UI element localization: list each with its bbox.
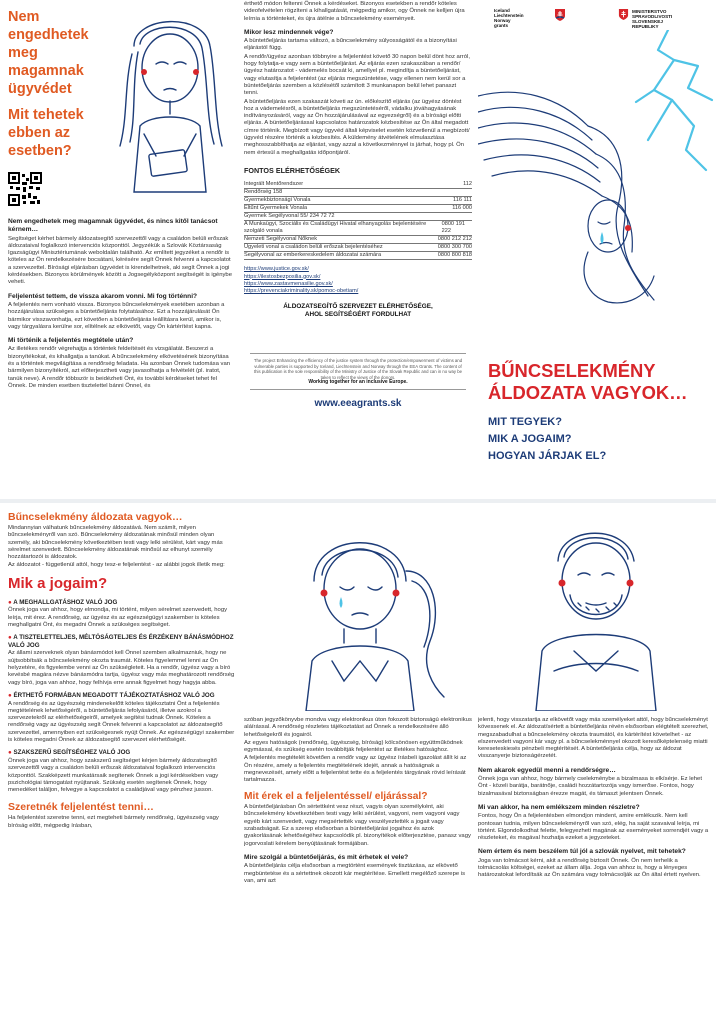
- sad-woman-illustration: [104, 6, 236, 194]
- paragraph: A büntetőeljárásban Ön sértettként vesz részt, vagyis olyan személyként, aki bűncselekmény következtében testi vagy lelki sérülést, vagyoni, nem vagyoni vagy egyéb kárt szenvedett, vagy megsértették vagy veszélyeztették a jogait vagy szabadságait. Ez a szerep elsősorban a büntetőeljárási jogaihoz és azok gyakorlásának lehetőségéhez kapcsolódik pl. bizonyítékok előterjesztése, panasz vagy jogorvoslati kérelem benyújtásának formájában.: [244, 804, 471, 847]
- paragraph: A büntetőeljárás tartama változó, a bűncselekmény súlyosságától és a bizonyítási eljárástól függ.: [244, 38, 457, 52]
- section-heading: Mikor lesz mindennek vége?: [244, 28, 334, 36]
- section-heading: Feljelentést tettem, de vissza akarom vonni. Mi fog történni?: [8, 292, 198, 300]
- section-heading: Nem akarok egyedül menni a rendőrségre…: [478, 766, 616, 774]
- paragraph: jelenti, hogy visszatartja az elkövetőt vagy más személyeket attól, hogy bűncselekményt kövessenek el. Az áldozat/sértett a büntetőeljárás révén elsősorban elégtételt szerezhet, megszabadulhat a bűncselekmény okozta traumától, és kártérítést követelhet - az elszenvedett vagyoni kár vagy pl. a bűncselekménnyel okozott keresőképtelenség miatti kereseteskiesés pénzbeli megtérítését. A büntetőeljárás célja, hogy az áldozat visszanyerje biztonságérzetét.: [478, 717, 709, 760]
- paragraph: A büntetőeljárás célja elsősorban a megtörtént események tisztázása, az elkövető megbüntetése és a sértettnek okozott kár megtérítése. Emellett megélőző szerepe is van, ami azt: [244, 863, 466, 884]
- paragraph: Mindannyian válhatunk bűncselekmény áldozatává. Nem számít, milyen bűncselekményről van szó. Bűncselekmény áldozatának minősül minden olyan személy, aki bűncselekmény következtében testi vagy lelki sérülést, kárt vagy más sérelmet szenvedett. Bűncselekmény áldozatának minősül az elhunyt személy hozzátartozói is áldozatok.: [8, 525, 223, 561]
- link[interactable]: https://ilestosbezposilia.gov.sk/: [244, 273, 321, 280]
- contact-row: Ügyeleti vonal a családon belüli erőszak bejelentéséhez 0800 300 700: [244, 244, 472, 251]
- paragraph: Önnek joga van ahhoz, hogy elmondja, mi történt, milyen sérelmet szenvedett, hogy leírja, mit érez. A rendőrség, az ügyész és az egészségügyi szakember is köteles meghallgatni Önt, és megadni Önnek a szükséges segítséget.: [8, 607, 228, 628]
- paragraph: szóban jegyzőkönyvbe mondva vagy elektronikus úton fokozott biztonságú elektronikus aláírással. A rendőrség részletes tájékoztatást ad Önnek a rendelkezésére álló lehetőségekről és jogairól.: [244, 717, 472, 738]
- panel-when-over: [244, 0, 472, 494]
- paragraph: Az áldozatot - függetlenül attól, hogy tesz-e feljelentést - az alábbi jogok illetik meg:: [8, 562, 225, 569]
- contact-row: Gyermek Segélyvonal 55/ 234 72 72: [244, 213, 472, 221]
- title-line: meg: [8, 45, 38, 61]
- right-title: ● SZAKSZERŰ SEGÍTSÉGHEZ VALÓ JOG: [8, 749, 131, 757]
- links-list: [244, 266, 472, 295]
- ministry-coat-of-arms-icon: [618, 8, 629, 21]
- panel-questions: [478, 511, 710, 1019]
- slovak-coat-of-arms-icon: [554, 8, 566, 22]
- contact-row: A Munkaügyi, Szociális és Családügyi Hivatal elhanyagolás bejelentésére szolgáló vonala 0800 191 222: [244, 221, 472, 236]
- cover-title: BŰNCSELEKMÉNY ÁLDOZATA VAGYOK…: [488, 360, 688, 403]
- cover-subtitle: MIT TEGYEK? MIK A JOGAIM? HOGYAN JÁRJAK EL?: [488, 416, 607, 462]
- contacts-heading: FONTOS ELÉRHETŐSÉGEK: [244, 165, 341, 175]
- paragraph: A rendőr/ügyész azonban többnyire a feljelentést követő 30 napon belül dönt hoz arról, hogy folytatja-e vagy sem a büntetőeljárást. Az eljárás ezen szakaszában a rendőr/ügyész határozatot - vádemelés bocsát ki, amellyel pl. megindítja a büntetőeljárást, vagy elutasítja a feljelentést (az eljárás megszüntetése, vagy ellenen nem kerül sor a büntetőeljárás szemben a közlésétől számított 3 munkanapon belül lehet panaszt tenni.: [244, 53, 470, 97]
- contact-row: Segélyvonal az emberkereskedelem áldozatai számára 0800 800 818: [244, 252, 472, 259]
- paragraph: Az egyes hatóságok (rendőrség, ügyészség, bíróság) kölcsönösen együttműködnek egymással, és szükség esetén továbbítják feljelentést az illetékes hatósághoz.: [244, 739, 463, 754]
- panel-report: [244, 511, 472, 1019]
- title-block: [8, 8, 98, 206]
- paragraph: A büntetőeljárás ezen szakaszát követi az ún. előkészítő eljárás (az ügyész döntést hoz a vádemelésről, a büntetőeljárás megszüntetéséről, vádalku jóváhagyásának indítványozásáról, vagy az Ön hozzájárulásával az egyezségről) és a bírósági előtti eljárás. A büntetőeljárással kapcsolatos határozatok kézbesítése az Ön által megadott címre történik. Megbízott vagy ügyvéd általi képviselet esetén közvetlenül a megbízott/ügyvéd részére történik a kézbesítés. A küldemény átvételének elmulasztása meghosszabbíthatja az eljárást, vagy azzal a következménnyel is járhat, hogy pl. Ön nem értesül a meghallgatás időpontjáról.: [244, 98, 470, 156]
- paragraph: Önnek joga van ahhoz, hogy szakszerű segítséget kérjen bármely áldozatsegítő szervezettől vagy a családon belüli erőszak áldozataival foglalkozó intervenciós központtól. Szakképzett munkatársaik segítenek Önnek a jogi kérdésekben vagy pszichológiai támogatást nyújtanak. Szükség esetén segítenek Önnek, hogy menedéket találjon, felvegye a kapcsolatot a családjával vagy pénzhez jusson.: [8, 757, 219, 794]
- section-heading: Bűncselekmény áldozata vagyok…: [8, 511, 183, 523]
- support-organisation-heading: ÁLDOZATSEGÍTŐ SZERVEZET ELÉRHETŐSÉGE, AHOL SEGÍTSÉGÉRT FORDULHAT: [283, 303, 433, 319]
- paragraph: érthető módon feltenni Önnek a kérdéseket. Bizonyos esetekben a rendőr köteles videofelvételen rögzíteni a kihallgatását, mégpedig amikor, ogy Önnek ne kelljen újra leírnia a történteket, és újra átélnie a bűncselekmény eseményeit.: [244, 1, 465, 22]
- contact-row: Integrált Mentőrendszer 112: [244, 181, 472, 188]
- contact-row: Rendőrség 158: [244, 189, 472, 197]
- right-title: ● ÉRTHETŐ FORMÁBAN MEGADOTT TÁJÉKOZTATÁSHOZ VALÓ JOG: [8, 691, 215, 699]
- paragraph: Fontos, hogy Ön a feljelentésben elmondjon mindent, amire emlékszik. Nem kell pontosan tudnia, milyen bűncselekményről van szó, elég, ha saját szavaival leírja, mi történt. Elgondolkodhat felette, felegyezheti magának az eseményeket sorrendjét vagy a részleteket, és magával hozhatja ezeket a jegyzeteket.: [478, 813, 709, 842]
- link[interactable]: https://www.justice.gov.sk/: [244, 266, 309, 273]
- title-line: Mit tehetek: [8, 107, 84, 123]
- link[interactable]: https://prevenciakriminality.sk/pomoc-obetiam/: [244, 288, 359, 295]
- paragraph: Önnek joga van ahhoz, hogy bármely cselekménybe a bizalmasa is elkísérje. Ez lehet Önt - közeli barátja, barátnője, családi hozzátartozója vagy ismerőse. Fontos, hogy bizalmasával biztonságban érezze magát, és támaszt jelentsen Önnek.: [478, 776, 702, 797]
- section-body: A feljelentés nem vonható vissza. Bizonyos bűncselekmények esetében azonban a hozzájárulása szükséges a büntetőeljárás folytatásához. Ezt a hozzájárulását Ön bármikor visszavonhatja, ezt követően a büntetőeljárás leállításra kerül, amikor is, vagy tárgyalásra kerülne sor, elítélnek az elkövetőt, vagy Ön kártérítést kapna.: [8, 301, 225, 330]
- brochure-inside: [0, 503, 716, 1024]
- contacts-list: [244, 181, 472, 260]
- title-line: ügyvédet: [8, 81, 72, 97]
- section-heading: Mit érek el a feljelentéssel/ eljárással?: [244, 790, 428, 802]
- website-link[interactable]: www.eeagrants.sk: [314, 398, 402, 410]
- section-heading: Mi van akkor, ha nem emlékszem minden részletre?: [478, 803, 640, 811]
- section-body: Segítséget kérhet bármely áldozatsegítő szervezettől vagy a családon belüli erőszak áldozataival foglalkozó intervenciós központtól. Jegyzékük a Szlovák Köztársaság Igazságügyi Minisztériumának weboldalán található. Az említett jegyzéket a rendőr is köteles az Ön rendelkezésére bocsátani, kérésére segít Önnek felvenni a kapcsolatot a szervezettel. Bírósági eljárásban ügyvédet is kirendelhetnek, aki segít Önnek a jogi kérdésekben. Bizonyos körülmények között a Jogsegélyközpont segítségét is igénybe veheti.: [8, 235, 232, 286]
- contact-row: Eltűnt Gyermekek Vonala 116 000: [244, 205, 472, 212]
- paragraph: Az állami szerveknek olyan bánásmódot kell Önnel szemben alkalmazniuk, hogy ne sújtsobbítsák a bűncselekmény okozta traumát. Köteles figyelemmel lenni az Ön helyzetére, és figyelembe venni az Ön szükségleteit. Ha a rendőr, ügyész vagy a bíró kevésbé magára nézve bánásmódra tartja, ügyész vagy más meghatározott rendőrség vagy bíró, joga van ahhoz, hogy felhívja erre annak figyelmet hogy hagyja abba.: [8, 650, 235, 686]
- text-block: [8, 212, 234, 390]
- panel-rights: [8, 511, 236, 1019]
- logo-row: Iceland Liechtenstein Norway grants MINISTERSTVO SPRAVODLIVOSTI SLOVENSKEJ REPUBLIKY: [494, 8, 673, 30]
- section-body: Az illetékes rendőr végrehajtja a történtek feldeítését és vizsgálatát. Beszerzi a bizonyítékokat, és kihallgatja a tanúkat. A bűncselekmény elkövetésének bizonyítása és a történtek megvilágítása a rendőrség feladata. Ha azonban Önnek tudomása van bármilyen bizonyítékról, azt előterjesztheti vagy javasolhatja a felvételét (pl. iratot, tanúk neve). A rendőr többször is beidézheti Önt, és további kérdéseket tehet fel Önnek. De minden esetben tisztelettel bánni Önnel, és: [8, 346, 231, 389]
- title-line: engedhetek: [8, 27, 89, 43]
- section-heading: Mire szolgál a büntetőeljárás, és mit érhetek el vele?: [244, 853, 409, 861]
- title-line: esetben?: [8, 143, 72, 159]
- section-heading: Szeretnék feljelentést tenni…: [8, 801, 154, 814]
- paragraph: Joga van tolmácsot kérni, akit a rendőrség biztosít Önnek. Ön nem terhelik a tolmácsolás költségei, ezeket az állam állja. Joga van ahhoz is, hogy a lényeges határozatokat lefordítsák az Ön számára vagy tolmácsolják az Ön által értett nyelven.: [478, 857, 701, 879]
- contact-row: Gyermekbiztonsági Vonala 116 111: [244, 197, 472, 204]
- section-heading: Nem engedhetek meg magamnak ügyvédet, és nincs kitől tanácsot kérnem…: [8, 218, 218, 234]
- section-heading: Mi történik a feljelentés megtétele után?: [8, 337, 134, 345]
- paragraph: Ha feljelentést szeretne tenni, ezt megteheti bármely rendőrség, ügyészség vagy bíróság előtt, mégpedig írásban,: [8, 815, 219, 829]
- section-heading: Mik a jogaim?: [8, 574, 108, 592]
- contact-row: Nemzeti Segélyvonal Nőknek 0800 212 212: [244, 236, 472, 243]
- title-line: ebben az: [8, 125, 71, 141]
- right-title: ● A TISZTELETTELJES, MÉLTÓSÁGTELJES ÉS ÉRZÉKENY BÁNÁSMÓDHOZ VALÓ JOG: [8, 634, 234, 649]
- paragraph: A feljelentés megtételét követően a rendőr vagy az ügyész írásbeli igazolást állít ki az Ön részére, amely a feljelentés megtételének idejét, annak a hatóságnak a megnevezését, amely előtt a feljelentést tette és a feljelentés tárgyának rövid leírását tartalmazza.: [244, 755, 467, 784]
- title-line: magamnak: [8, 63, 84, 79]
- right-title: ● A MEGHALLGATÁSHOZ VALÓ JOG: [8, 598, 118, 606]
- title-line: Nem: [8, 9, 40, 25]
- bearded-man-illustration: [478, 511, 710, 711]
- paragraph: A rendőrség és az ügyészség mindenekelőtt köteles tájékoztatni Önt a feljelentés megtételének lehetőségéről, a büntetőeljárás lefolyásáról, illetve azokrol a szervezetekről az elérhetőségeiről, amelyek segítési tudnak Önnek. Köteles a rendőrség vagy az ügyészség segít Önnek felvenni a kapcsolatot az áldozatsegítő szervezettel, amennyiben ezt szükségesnek nyújt Önnek. Az egészségügyi szakember is köteles megadni Önnek az áldozatsegítő szervezet elérhetőségét.: [8, 700, 235, 744]
- crying-woman-illustration: [478, 56, 678, 306]
- panel-no-lawyer: [8, 6, 236, 494]
- link[interactable]: https://www.zastavmenasilie.gov.sk/: [244, 280, 333, 287]
- cover-panel: [478, 0, 716, 494]
- brochure-outside: [0, 0, 716, 500]
- eea-grants-disclaimer: The project Enhancing the efficiency of the justice system through the protection/empowerment of victims and vulnerable parties is supported by Iceland, Liechtenstein and Norway through the EEA Grants. The content of this publication is the sole responsibility of the Ministry of Justice of the Slovak Republic and can in no way be taken to reflect the views of the donors. Working together for an inclusive Europe.: [250, 353, 466, 390]
- crying-girl-illustration: [244, 511, 472, 711]
- section-heading: Nem értem és nem beszélem túl jól a szlovák nyelvet, mit tehetek?: [478, 848, 686, 856]
- qr-code-icon[interactable]: [8, 172, 42, 206]
